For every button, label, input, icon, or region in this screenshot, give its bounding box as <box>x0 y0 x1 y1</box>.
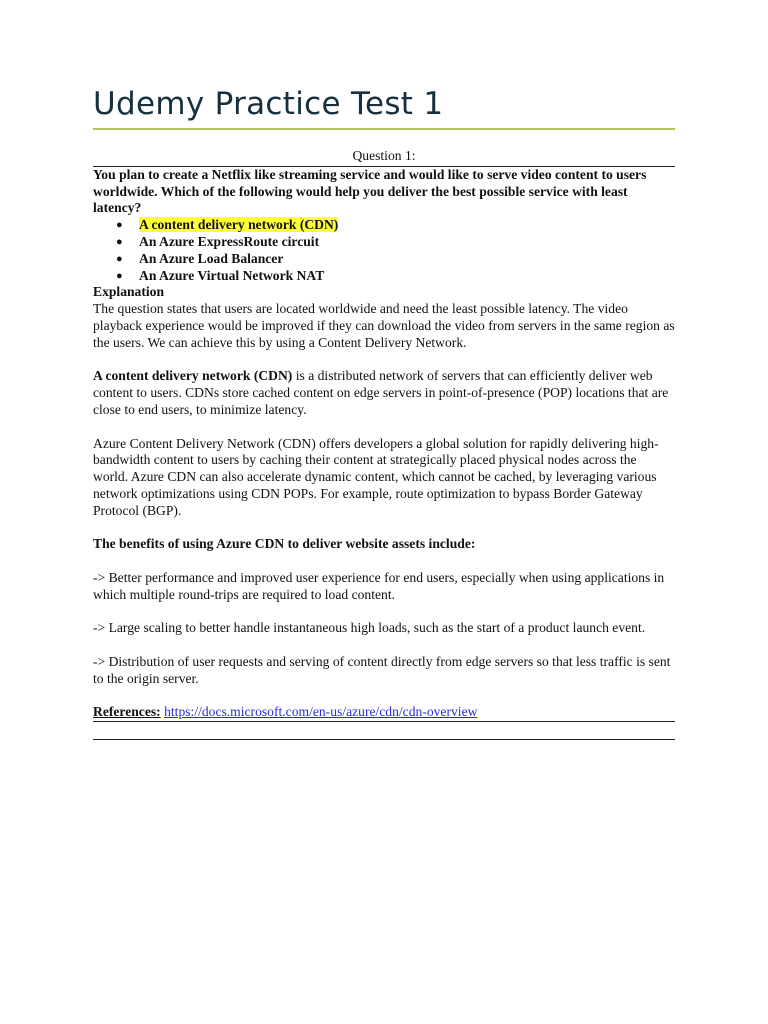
spacer <box>93 520 675 537</box>
bullet-icon: ● <box>116 269 123 282</box>
answer-option-label: An Azure Virtual Network NAT <box>139 267 325 283</box>
spacer <box>93 553 675 570</box>
answer-option <box>93 268 675 285</box>
benefit-item: -> Distribution of user requests and serving of content directly from edge servers so that less traffic is sent to the origin server. <box>93 653 671 686</box>
answer-option-label: An Azure Load Balancer <box>139 250 284 266</box>
spacer <box>93 604 675 621</box>
bullet-icon: ● <box>116 235 123 248</box>
references <box>93 704 675 722</box>
benefits-heading: The benefits of using Azure CDN to deliver website assets include: <box>93 536 476 552</box>
question-text: You plan to create a Netflix like streaming service and would like to serve video content to users worldwide. Which of the following would help you deliver the best possible service with least latency? <box>93 166 647 216</box>
spacer <box>93 688 675 705</box>
question-number: Question 1: <box>93 148 675 167</box>
benefit-item: -> Better performance and improved user experience for end users, especially when using applications in which multiple round-trips are required to load content. <box>93 569 665 602</box>
bullet-icon: ● <box>116 219 123 232</box>
spacer <box>93 419 675 436</box>
cdn-definition: is a distributed network of servers that can efficiently deliver web content to users. CDNs store cached content on edge servers in point-of-presence (POP) locations that are close to end users, to minimize latency. <box>93 368 669 417</box>
spacer <box>93 637 675 654</box>
references-link[interactable]: https://docs.microsoft.com/en-us/azure/cdn/cdn-overview <box>164 704 478 720</box>
answer-option-label: A content delivery network (CDN) <box>139 217 339 233</box>
references-label: References: <box>93 704 161 720</box>
spacer <box>93 352 675 369</box>
answer-option-label: An Azure ExpressRoute circuit <box>139 233 320 249</box>
explanation-heading: Explanation <box>93 284 165 300</box>
document-body <box>93 148 675 740</box>
cdn-term: A content delivery network (CDN) <box>93 368 293 384</box>
answer-options <box>93 217 675 284</box>
title-divider <box>93 128 675 130</box>
bullet-icon: ● <box>116 252 123 265</box>
explanation-paragraph: The question states that users are located worldwide and need the least possible latency. The video playback experience would be improved if they can download the video from servers in the same region as the users. We can achieve this by using a Content Delivery Network. <box>93 301 675 350</box>
answer-option <box>93 217 675 234</box>
benefit-item: -> Large scaling to better handle instantaneous high loads, such as the start of a product launch event. <box>93 620 646 636</box>
explanation-paragraph: Azure Content Delivery Network (CDN) offers developers a global solution for rapidly delivering high-bandwidth content to users by caching their content at strategically placed physical nodes across the world. Azure CDN can also accelerate dynamic content, which cannot be cached, by leveraging various network optimizations using CDN POPs. For example, route optimization to bypass Border Gateway Protocol (BGP). <box>93 435 659 518</box>
answer-option <box>93 251 675 268</box>
explanation-paragraph <box>93 368 675 418</box>
page-title: Udemy Practice Test 1 <box>93 86 444 122</box>
answer-option <box>93 234 675 251</box>
end-divider <box>93 739 675 740</box>
